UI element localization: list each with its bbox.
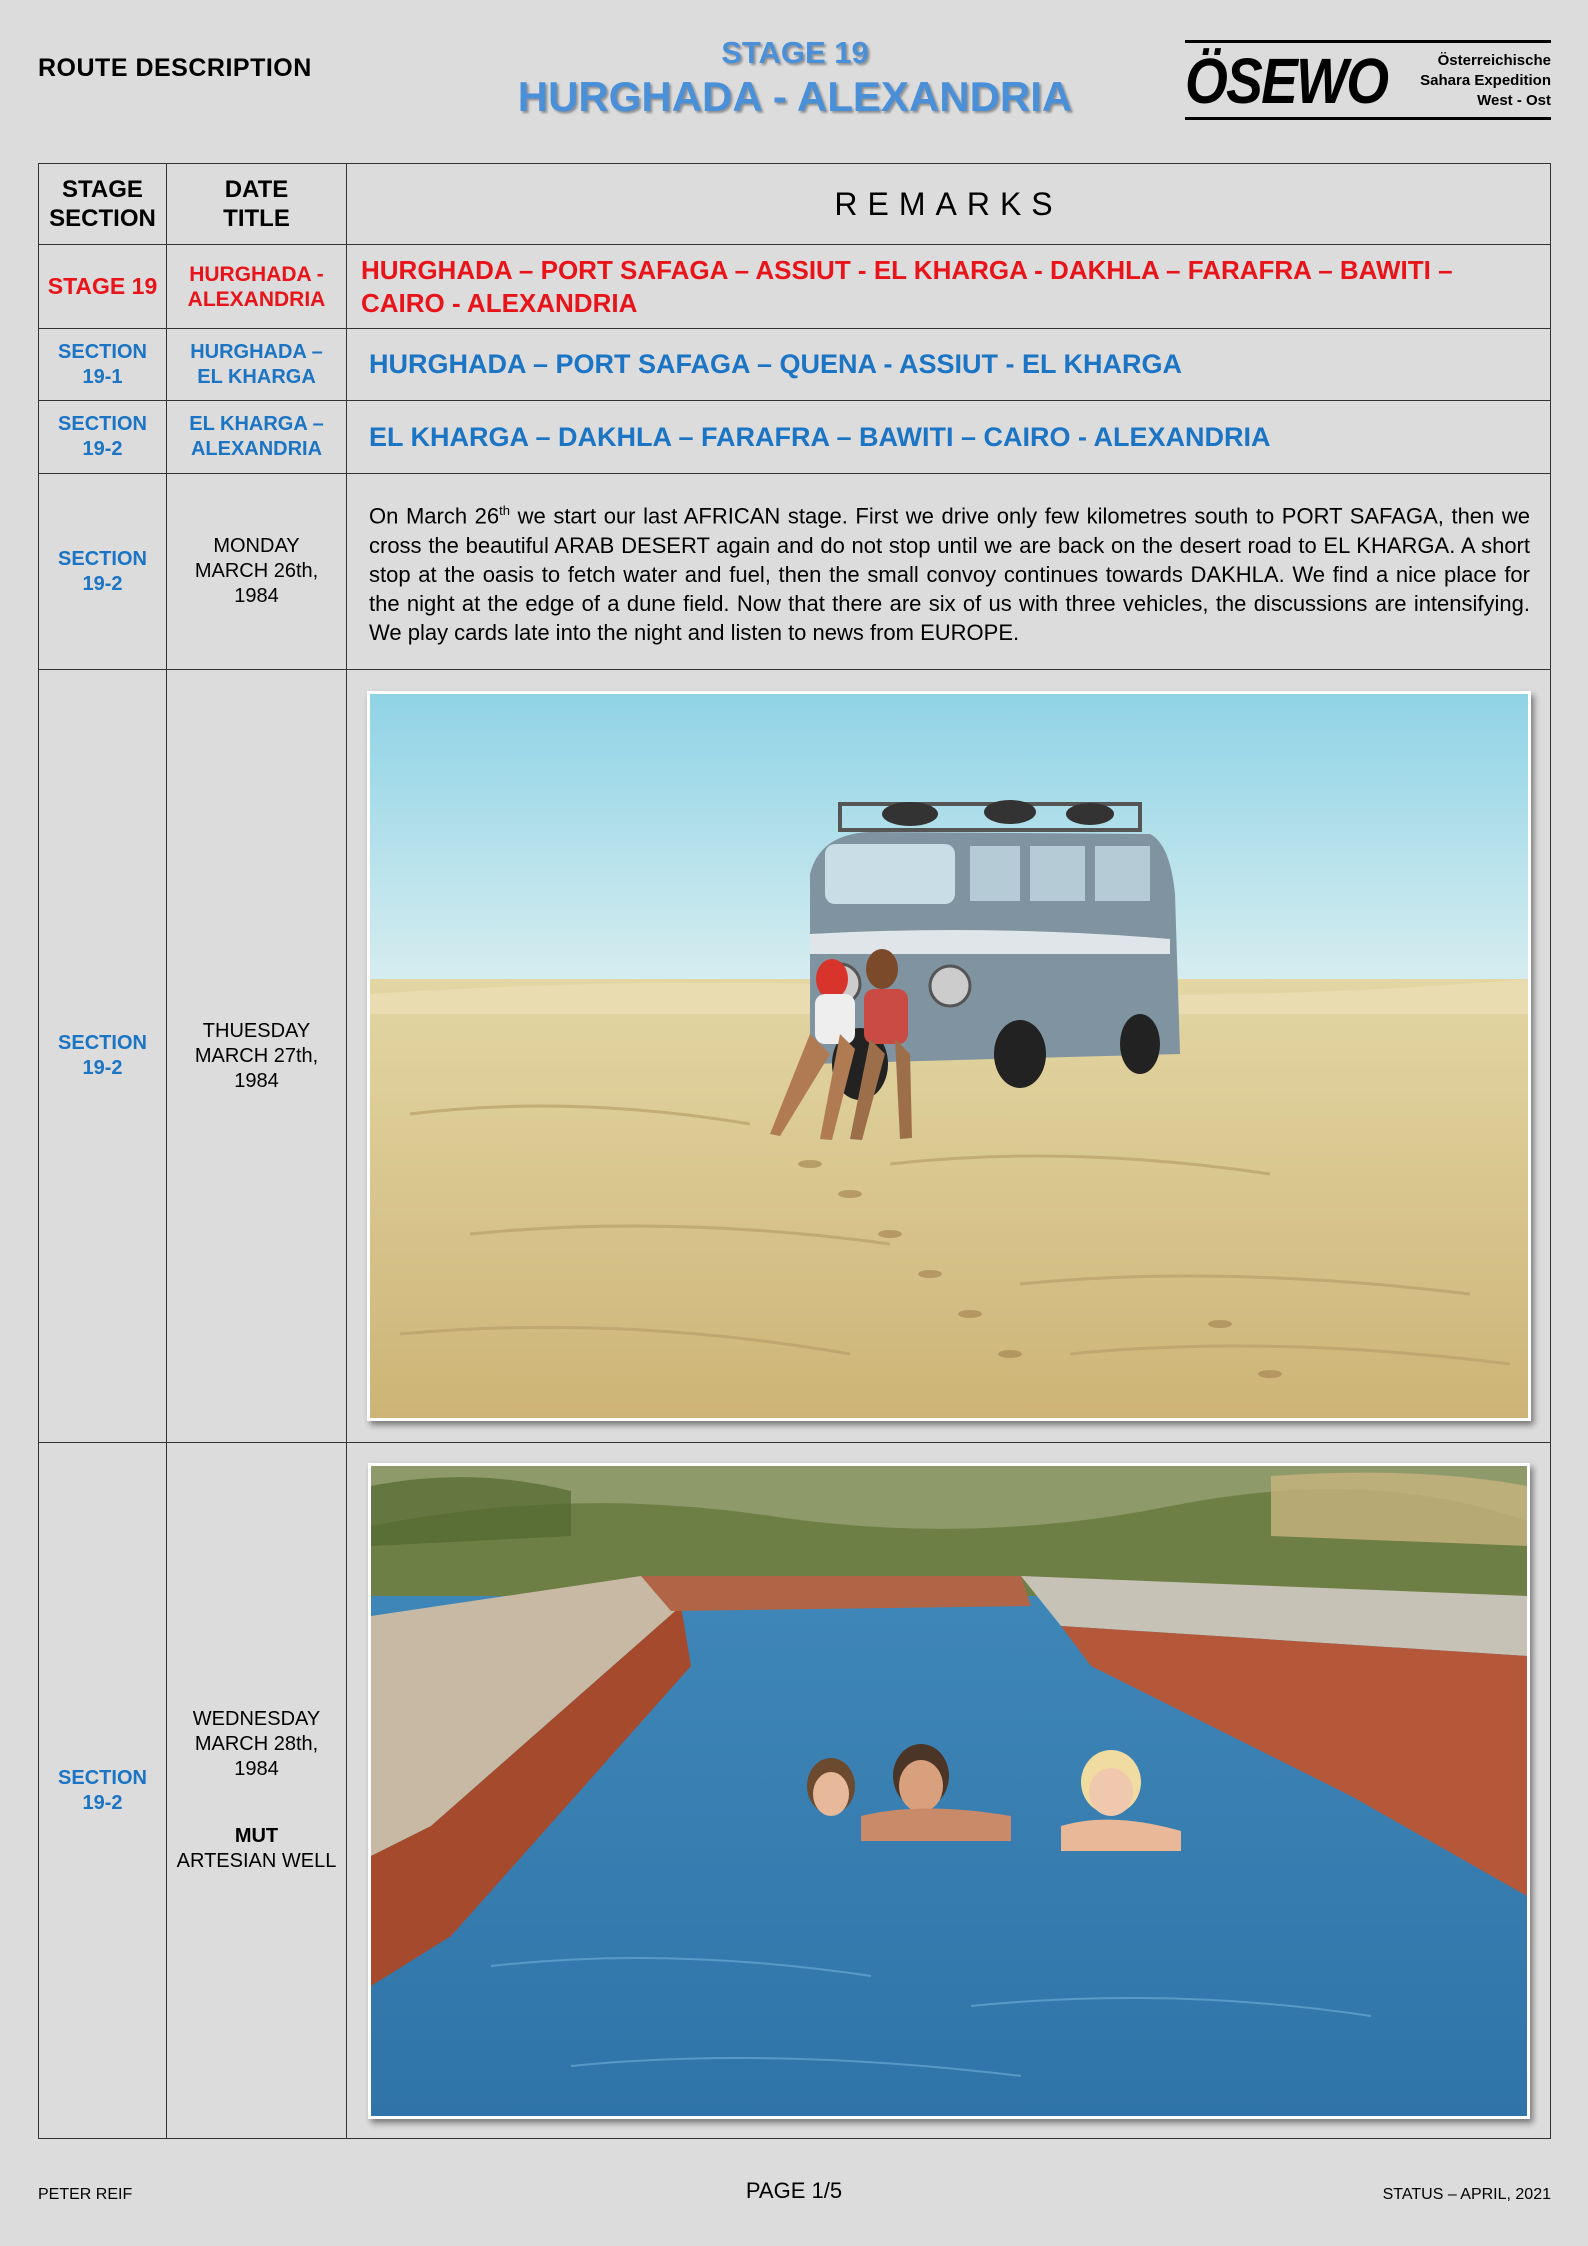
section-title-line-2: EL KHARGA xyxy=(197,365,316,388)
photo-cell xyxy=(347,1443,1551,2139)
footer-author: PETER REIF xyxy=(38,2186,133,2203)
van-shape xyxy=(810,800,1180,1100)
narrative-ordinal: th xyxy=(499,503,510,519)
section-cell xyxy=(39,474,167,670)
place-description: ARTESIAN WELL xyxy=(176,1850,337,1872)
date-cell xyxy=(167,670,347,1443)
date-year: 1984 xyxy=(234,1758,279,1780)
stage-heading xyxy=(480,34,1110,122)
stage-cell: STAGE 19 xyxy=(39,245,167,329)
date-cell xyxy=(167,474,347,670)
route-table xyxy=(38,163,1551,2139)
section-title-line-2: ALEXANDRIA xyxy=(190,438,323,460)
section-number: 19-2 xyxy=(82,572,123,595)
date-cell xyxy=(167,1443,347,2139)
section-remark: HURGHADA – PORT SAFAGA – QUENA - ASSIUT - EL KHARGA xyxy=(347,329,1551,401)
header-date: DATE xyxy=(224,176,289,203)
section-cell xyxy=(39,401,167,474)
footer-status: STATUS – APRIL, 2021 xyxy=(1382,2186,1551,2203)
header-stage: STAGE xyxy=(62,176,143,203)
header-section: SECTION xyxy=(49,205,156,232)
date-year: 1984 xyxy=(234,585,279,607)
section-number: 19-2 xyxy=(82,438,123,460)
stage-number: STAGE 19 xyxy=(721,35,869,70)
stage-remark: HURGHADA – PORT SAFAGA – ASSIUT - EL KHARGA - DAKHLA – FARAFRA – BAWITI – CAIRO - ALEXANDRIA xyxy=(347,245,1551,329)
osewo-logo xyxy=(1185,40,1551,120)
desert-van-image xyxy=(370,694,1528,1418)
stage-title-cell xyxy=(167,245,347,329)
section-cell xyxy=(39,670,167,1443)
logo-wordmark: ÖSEWO xyxy=(1185,45,1388,117)
section-label: SECTION xyxy=(58,413,147,435)
artesian-well-photo xyxy=(368,1463,1530,2119)
narrative-start: On March 26 xyxy=(369,503,500,529)
section-label: SECTION xyxy=(58,1766,147,1789)
section-label: SECTION xyxy=(58,1032,147,1054)
artesian-well-image xyxy=(371,1466,1527,2116)
stage-route: HURGHADA - ALEXANDRIA xyxy=(517,73,1073,120)
section-label: SECTION xyxy=(58,340,147,363)
desert-van-photo xyxy=(367,691,1531,1421)
stage-row xyxy=(39,245,1551,329)
logo-line-1: Österreichische xyxy=(1437,52,1551,69)
logo-subtitle xyxy=(1420,51,1551,111)
place-name: MUT xyxy=(234,1825,279,1847)
day-row-march-26 xyxy=(39,474,1551,670)
date-day: MARCH 28th, xyxy=(194,1733,319,1755)
table-header-row xyxy=(39,164,1551,245)
section-title-line-1: HURGHADA – xyxy=(190,340,323,363)
route-description-label: ROUTE DESCRIPTION xyxy=(38,54,312,82)
day-row-march-28 xyxy=(39,1443,1551,2139)
section-19-1-row xyxy=(39,329,1551,401)
section-cell xyxy=(39,1443,167,2139)
logo-line-3: West - Ost xyxy=(1477,92,1551,109)
logo-line-2: Sahara Expedition xyxy=(1420,72,1551,89)
narrative-body: we start our last AFRICAN stage. First we drive only few kilometres south to PORT SAFAGA, then we cross the beautiful ARAB DESERT again and do not stop until we are back on the desert road to EL KHARGA. A short stop at the oasis to fetch water and fuel, then the small convoy continues towards DAKHLA. We find a nice place for the night at the edge of a dune field. Now that there are six of us with three vehicles, the discussions are intensifying. We play cards late into the night and listen to news from EUROPE. xyxy=(369,503,1530,645)
date-year: 1984 xyxy=(234,1069,279,1092)
header-remarks: REMARKS xyxy=(347,164,1551,245)
day-row-march-27 xyxy=(39,670,1551,1443)
stage-title-line-2: ALEXANDRIA xyxy=(187,287,326,311)
date-day: MARCH 27th, xyxy=(194,1044,319,1067)
header-title: TITLE xyxy=(223,205,290,232)
footer-page-number: PAGE 1/5 xyxy=(745,2178,843,2203)
stage-title-line-1: HURGHADA - xyxy=(189,262,324,286)
date-day: MARCH 26th, xyxy=(194,560,319,582)
section-number: 19-1 xyxy=(82,365,123,388)
section-remark: EL KHARGA – DAKHLA – FARAFRA – BAWITI – CAIRO - ALEXANDRIA xyxy=(347,401,1551,474)
date-weekday: MONDAY xyxy=(213,535,300,557)
header-date-title xyxy=(167,164,347,245)
section-cell xyxy=(39,329,167,401)
section-19-2-row xyxy=(39,401,1551,474)
section-label: SECTION xyxy=(58,547,147,570)
date-weekday: THUESDAY xyxy=(202,1019,311,1042)
section-number: 19-2 xyxy=(82,1791,123,1814)
section-title-cell xyxy=(167,329,347,401)
header-stage-section xyxy=(39,164,167,245)
photo-cell xyxy=(347,670,1551,1443)
section-title-line-1: EL KHARGA – xyxy=(189,413,324,435)
date-weekday: WEDNESDAY xyxy=(192,1708,321,1730)
section-number: 19-2 xyxy=(82,1057,123,1079)
day-narrative xyxy=(347,474,1551,670)
section-title-cell xyxy=(167,401,347,474)
